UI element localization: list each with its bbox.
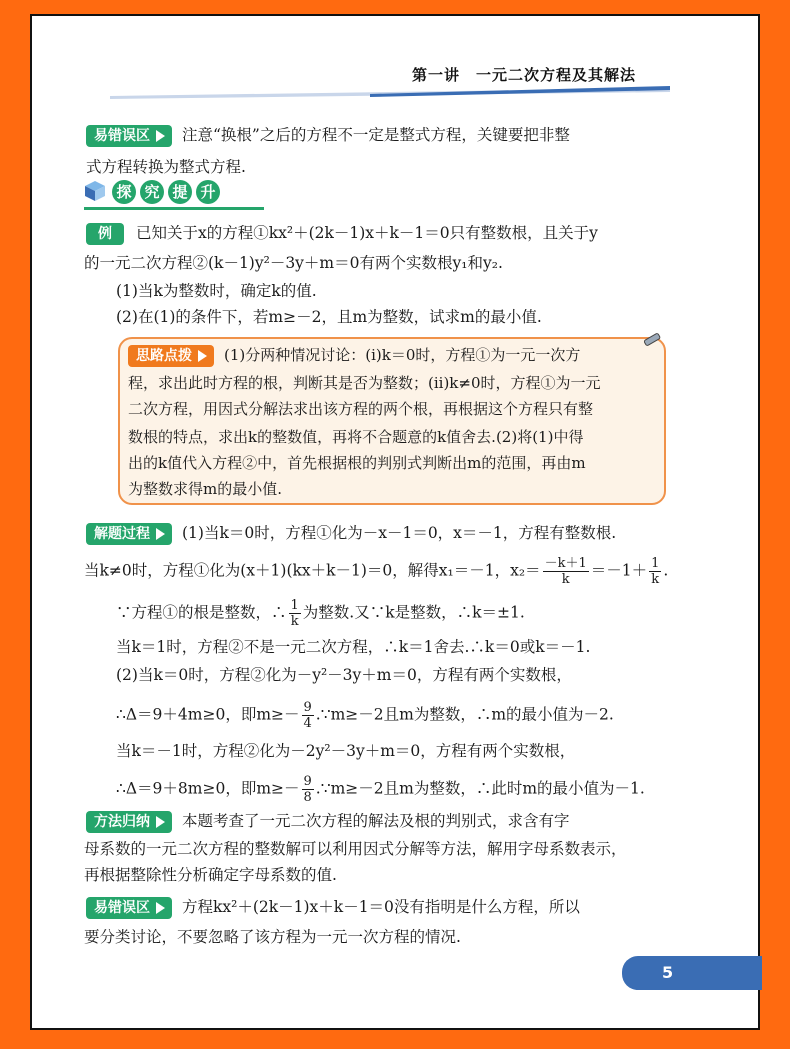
solution-line-2 [84, 556, 734, 587]
solution-text-2b: ＝－1＋ [590, 561, 648, 580]
page-number: 5 [622, 956, 762, 990]
cube-icon [84, 180, 106, 202]
solution-line-7: 当k＝－1时，方程②化为－2y²－3y＋m＝0，方程有两个实数根， [116, 742, 576, 760]
section-underline [84, 207, 264, 210]
thinking-line-2: 程，求出此时方程的根，判断其是否为整数；(ii)k≠0时，方程①为一元 [128, 374, 601, 392]
thinking-text-1: (1)分两种情况讨论：(i)k＝0时，方程①为一元一次方 [224, 346, 581, 364]
solution-line-8 [116, 774, 734, 805]
solution-line-4: 当k＝1时，方程②不是一元二次方程，∴k＝1舍去.∴k＝0或k＝－1. [116, 638, 591, 656]
intro-text-1: 注意“换根”之后的方程不一定是整式方程，关键要把非整 [182, 126, 570, 144]
fraction-numerator: －k＋1 [544, 556, 587, 571]
example-line-1 [86, 222, 734, 245]
section-char-3: 提 [168, 180, 192, 204]
solution-line-6 [116, 700, 734, 731]
header-decoration [110, 86, 670, 100]
fraction-numerator: 1 [290, 598, 299, 613]
method-line-1 [86, 810, 734, 833]
solution-line-3 [116, 598, 734, 629]
fraction-numerator: 9 [303, 700, 312, 715]
solution-text-3b: 为整数.又∵k是整数，∴k＝±1. [302, 603, 525, 622]
thinking-tag: 思路点拨 [128, 345, 214, 367]
solution-text-6b: .∵m≥－2且m为整数，∴m的最小值为－2. [315, 705, 614, 724]
pitfall-line-2: 要分类讨论，不要忽略了该方程为一元一次方程的情况. [84, 928, 461, 946]
solution-line-5: (2)当k＝0时，方程②化为－y²－3y＋m＝0，方程有两个实数根， [116, 666, 572, 684]
pitfall-text-1: 方程kx²＋(2k－1)x＋k－1＝0没有指明是什么方程，所以 [182, 898, 580, 916]
section-char-4: 升 [196, 180, 220, 204]
thinking-line-1 [128, 344, 580, 367]
fraction-x2 [543, 556, 589, 587]
fraction-numerator: 9 [303, 774, 312, 789]
method-text-1: 本题考查了一元二次方程的解法及根的判别式，求含有字 [182, 812, 570, 830]
fraction-9-8 [302, 774, 314, 805]
solution-text-6a: ∴Δ＝9＋4m≥0，即m≥－ [116, 705, 300, 724]
solution-text-8a: ∴Δ＝9＋8m≥0，即m≥－ [116, 779, 300, 798]
method-tag: 方法归纳 [86, 811, 172, 833]
intro-line-1 [86, 124, 734, 147]
fraction-denominator: k [651, 572, 660, 587]
fraction-9-4 [302, 700, 314, 731]
example-question-1: (1)当k为整数时，确定k的值. [116, 282, 317, 300]
solution-text-1: (1)当k＝0时，方程①化为－x－1＝0，x＝－1，方程有整数根. [182, 524, 617, 542]
example-line-2: 的一元二次方程②(k－1)y²－3y＋m＝0有两个实数根y₁和y₂. [84, 254, 503, 272]
fraction-denominator: k [290, 614, 299, 629]
fraction-1k [649, 556, 661, 587]
fraction-denominator: k [561, 572, 570, 587]
pencil-icon [642, 330, 664, 348]
method-line-3: 再根据整除性分析确定字母系数的值. [84, 866, 337, 884]
thinking-line-5: 出的k值代入方程②中，首先根据根的判别式判断出m的范围，再由m [128, 454, 586, 472]
section-char-2: 究 [140, 180, 164, 204]
fraction-numerator: 1 [651, 556, 660, 571]
intro-line-2: 式方程转换为整式方程. [86, 158, 246, 176]
chapter-header: 第一讲 一元二次方程及其解法 [412, 66, 637, 84]
thinking-line-6: 为整数求得m的最小值. [128, 480, 282, 498]
example-question-2: (2)在(1)的条件下，若m≥－2，且m为整数，试求m的最小值. [116, 308, 542, 326]
pitfall-line-1 [86, 896, 734, 919]
fraction-denominator: 8 [303, 790, 312, 805]
fraction-denominator: 4 [303, 716, 312, 731]
solution-text-2a: 当k≠0时，方程①化为(x＋1)(kx＋k－1)＝0，解得x₁＝－1，x₂＝ [84, 561, 541, 580]
solution-text-2c: . [663, 561, 669, 580]
section-char-1: 探 [112, 180, 136, 204]
thinking-line-4: 数根的特点，求出k的整数值，再将不合题意的k值舍去.(2)将(1)中得 [128, 428, 584, 446]
example-text-1: 已知关于x的方程①kx²＋(2k－1)x＋k－1＝0只有整数根，且关于y [136, 224, 598, 242]
solution-line-1 [86, 522, 734, 545]
pitfall-tag: 易错误区 [86, 125, 172, 147]
solution-text-8b: .∵m≥－2且m为整数，∴此时m的最小值为－1. [315, 779, 645, 798]
example-tag: 例 [86, 223, 124, 245]
thinking-line-3: 二次方程，用因式分解法求出该方程的两个根，再根据这个方程只有整 [128, 400, 594, 418]
solution-text-3a: ∵方程①的根是整数，∴ [116, 603, 287, 622]
fraction-1k [289, 598, 301, 629]
pitfall-tag-2: 易错误区 [86, 897, 172, 919]
solution-tag: 解题过程 [86, 523, 172, 545]
method-line-2: 母系数的一元二次方程的整数解可以利用因式分解等方法，解用字母系数表示， [84, 840, 627, 858]
